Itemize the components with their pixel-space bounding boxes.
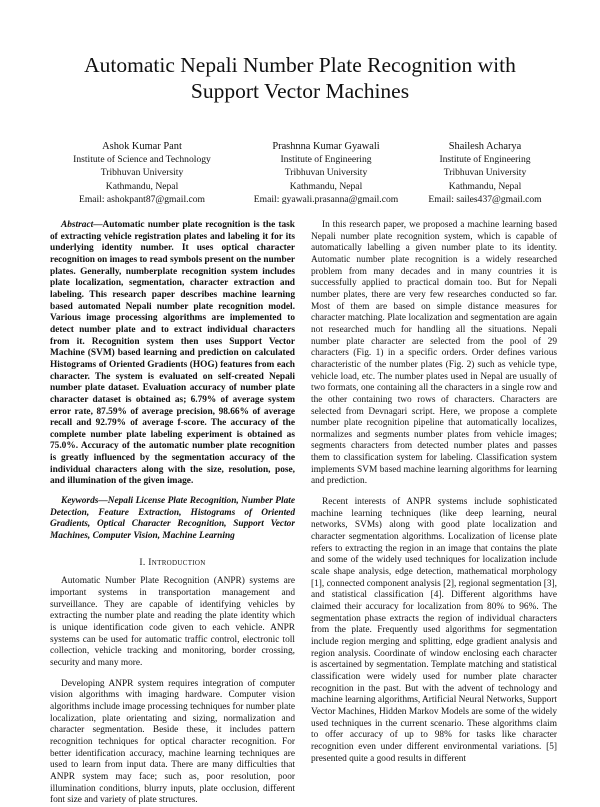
section-number: I. (139, 556, 146, 568)
title-line-2: Support Vector Machines (190, 79, 410, 103)
author-block-1 (42, 140, 242, 206)
author-block-3 (385, 140, 585, 206)
author-email: Email: ashokpant87@gmail.com (78, 193, 206, 205)
title-line-1: Automatic Nepali Number Plate Recognition with (84, 53, 516, 77)
author-affiliation: Institute of Science and Technology (73, 154, 211, 166)
author-university: Tribhuvan University (443, 167, 527, 179)
author-email: Email: gyawali.prasanna@gmail.com (253, 193, 399, 205)
author-location: Kathmandu, Nepal (448, 180, 522, 192)
author-email: Email: sailes437@gmail.com (428, 193, 542, 205)
section-heading (50, 557, 295, 569)
author-name: Shailesh Acharya (448, 141, 522, 152)
body-paragraph-2: Recent interests of ANPR systems include sophisticated machine learning techniques (like deep learning, neural networks, SVMs) along with good plate localization and character segmentation algorithms. Localization of license plate refers to extracting the region in an image that contains the plate and some of the widely used techniques for localization include scale shape analysis, edge detection, mathematical morphology [1], connected component analysis [2], regional segmentation [3], and statistical classification [4]. Different algorithms have claimed their accuracy for localization from 80% to 96%. The segmentation phase extracts the region of individual characters from the plate. Frequently used algorithms for segmentation include region merging and splitting, edge gradient analysis and region analysis. Coordinate of window enclosing each character is ascertained by segmentation. Template matching and statistical classification were widely used for number plate character recognition in the past. But with the advent of technology and machine learning algorithms, Artificial Neural Networks, Support Vector Machines, Hidden Markov Models are some of the widely used techniques in the current scenario. These algorithms claim to offer accuracy of up to 98% for tasks like character recognition even under different environmental variations. [5] presented quite a good results in different (311, 497, 557, 764)
left-column (50, 220, 295, 807)
author-location: Kathmandu, Nepal (289, 180, 363, 192)
abstract-text: —Automatic number plate recognition is the task of extracting vehicle registration plates and labeling it for its underlying identity number. It uses optical character recognition on images to read symbols present on the number plates. Generally, numberplate recognition system includes plate localization, segmentation, character extraction and labeling. This research paper describes machine learning based automated Nepali number plate recognition model. Various image processing algorithms are implemented to detect number plate and to extract individual characters from it. Recognition system then uses Support Vector Machine (SVM) based learning and prediction on calculated Histograms of Oriented Gradients (HOG) features from each character. The system is evaluated on self-created Nepali number plate dataset. Evaluation accuracy of number plate character dataset is obtained as; 6.79% of average system error rate, 87.59% of average precision, 98.66% of average recall and 92.79% of average f-score. The accuracy of the complete number plate labeling experiment is obtained as 75.0%. Accuracy of the automatic number plate recognition is greatly influenced by the segmentation accuracy of the individual characters along with the size, resolution, pose, and illumination of the given image. (50, 220, 295, 487)
right-column (311, 220, 557, 765)
intro-paragraph-1: Automatic Number Plate Recognition (ANPR) systems are important systems in transportation management and surveillance. They are capable of identifying vehicles by extracting the number plate and reading the plate identity which is unique identification code given to each vehicle. ANPR systems can be used for automatic traffic control, electronic toll collection, vehicle tracking and monitoring, border crossing, security and many more. (50, 576, 295, 668)
abstract (50, 220, 295, 488)
body-paragraph-1: In this research paper, we proposed a machine learning based Nepali number plate recognition system, which is capable of automatically labelling a given number plate to its identity. Automatic number plate recognition is a widely researched problem from many decades and in many countries it is successfully applied to practical domain too. But for Nepali number plates, there are very few researches conducted so far. Most of them are based on simple distance measures for character matching. Plate localization and segmentation are again not researched much for handling all the situations. Nepali number plate character are selected from the pool of 29 characters (Fig. 1) in a specific orders. Order defines various characteristic of the number plates (Fig. 2) such as vehicle type, vehicle load, etc. The number plates used in Nepal are usually of two formats, one containing all the characters in a single row and the other containing two rows of characters. Characters are selected from Devnagari script. Here, we propose a complete number plate recognition pipeline that automatically localizes, normalizes and segments number plates from vehicle images; segments characters from detected number plates and passes them to classification system for labeling. Classification system implements SVM based machine learning algorithms for learning and prediction. (311, 220, 557, 487)
author-name: Ashok Kumar Pant (102, 141, 182, 152)
author-location: Kathmandu, Nepal (105, 180, 179, 192)
author-university: Tribhuvan University (284, 167, 368, 179)
author-affiliation: Institute of Engineering (439, 154, 531, 166)
paper-title (40, 52, 560, 104)
section-title: Introduction (148, 556, 206, 568)
keywords: Keywords—Nepali License Plate Recognition, Number Plate Detection, Feature Extraction, Histograms of Oriented Gradients, Optical Character Recognition, Support Vector Machines, Computer Vision, Machine Learning (50, 496, 295, 542)
author-name: Prashnna Kumar Gyawali (272, 141, 380, 152)
intro-paragraph-2: Developing ANPR system requires integration of computer vision algorithms with imaging hardware. Computer vision algorithms include image processing techniques for number plate localization, plate orientating and sizing, normalization and character segmentation. Beside these, it includes pattern recognition techniques for optical character recognition. For better identification accuracy, machine learning techniques are used to learn from input data. There are many difficulties that ANPR system may face; such as, poor resolution, poor illumination conditions, blurry inputs, plate occlusion, different font size and variety of plate structures. (50, 678, 295, 806)
author-university: Tribhuvan University (100, 167, 184, 179)
author-affiliation: Institute of Engineering (280, 154, 372, 166)
abstract-lead: Abstract (61, 220, 94, 230)
